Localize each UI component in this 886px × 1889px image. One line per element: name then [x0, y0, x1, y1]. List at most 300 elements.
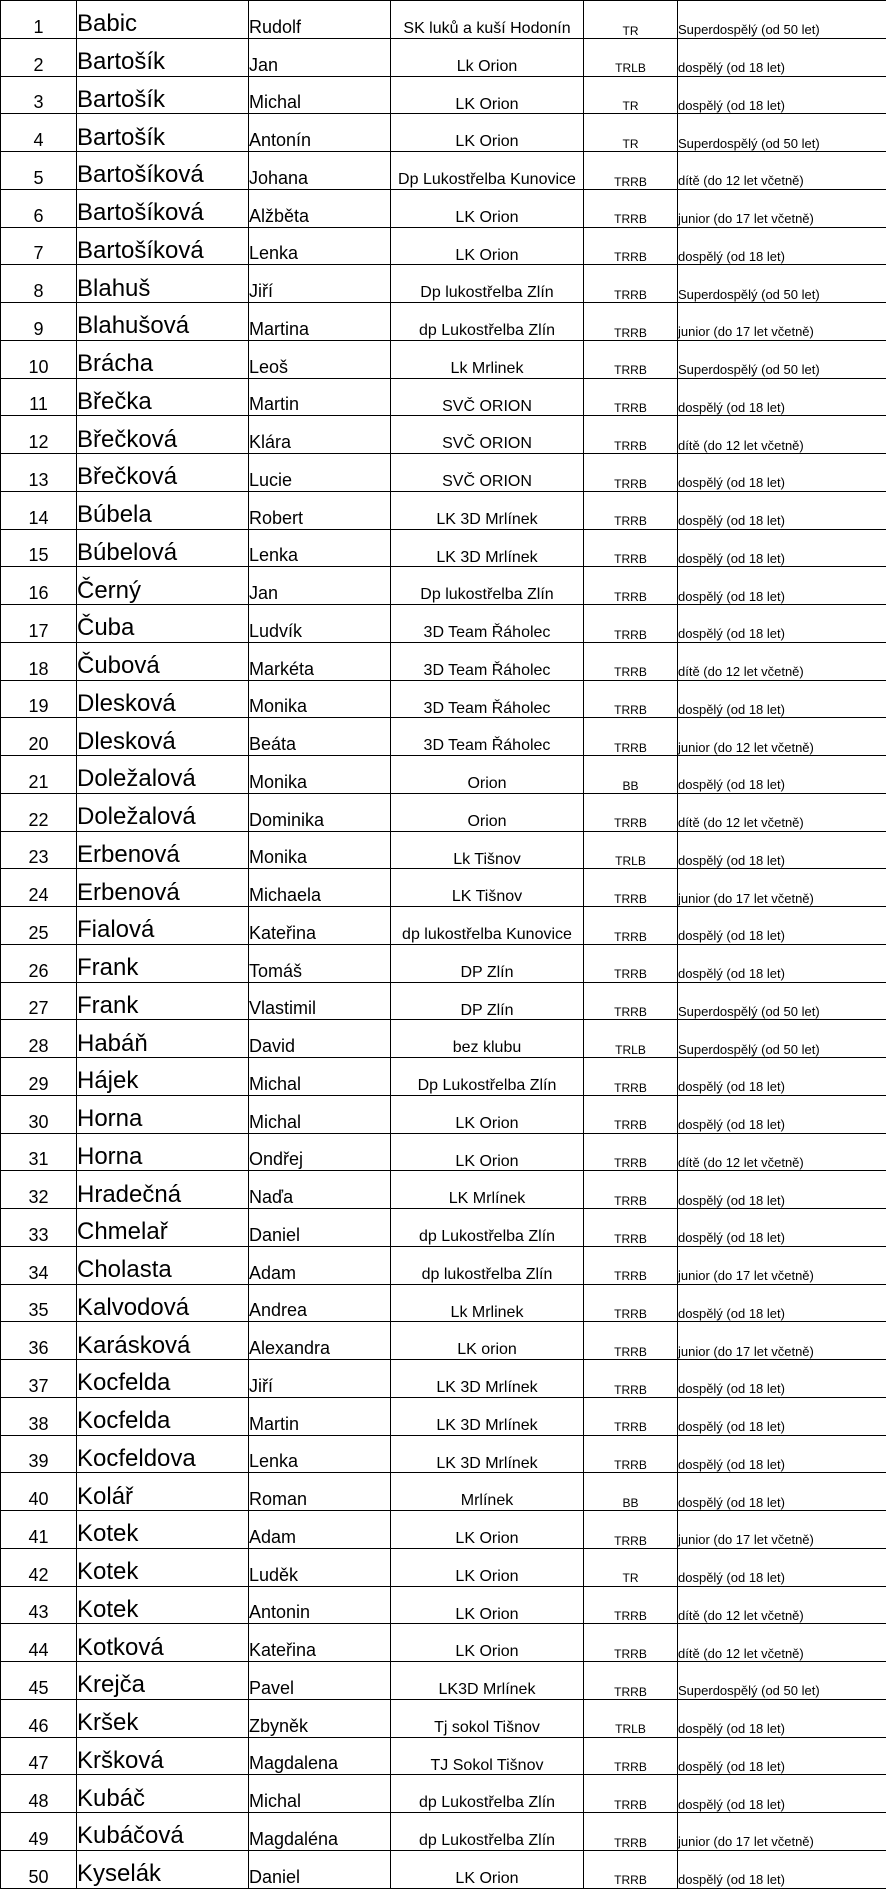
- first-name-cell: David: [249, 1020, 391, 1058]
- club-cell: Tj sokol Tišnov: [391, 1699, 584, 1737]
- row-number: 34: [1, 1246, 77, 1284]
- club-cell: DP Zlín: [391, 944, 584, 982]
- first-name-cell: Martina: [249, 303, 391, 341]
- row-number: 42: [1, 1548, 77, 1586]
- first-name-cell: Magdalena: [249, 1737, 391, 1775]
- bow-class-cell: TRRB: [584, 529, 678, 567]
- club-cell: dp Lukostřelba Zlín: [391, 1775, 584, 1813]
- table-row: [1, 340, 886, 378]
- club-cell: Lk Mrlinek: [391, 1284, 584, 1322]
- surname-cell: Babic: [77, 1, 249, 39]
- first-name-cell: Michaela: [249, 869, 391, 907]
- age-category-cell: dítě (do 12 let včetně): [678, 1586, 886, 1624]
- surname-cell: Kocfelda: [77, 1360, 249, 1398]
- surname-cell: Břečková: [77, 454, 249, 492]
- table-row: [1, 416, 886, 454]
- row-number: 9: [1, 303, 77, 341]
- row-number: 21: [1, 756, 77, 794]
- row-number: 31: [1, 1133, 77, 1171]
- bow-class-cell: TRRB: [584, 416, 678, 454]
- table-row: [1, 1737, 886, 1775]
- club-cell: LK3D Mrlínek: [391, 1662, 584, 1700]
- age-category-cell: dospělý (od 18 let): [678, 680, 886, 718]
- bow-class-cell: TRRB: [584, 982, 678, 1020]
- bow-class-cell: TRRB: [584, 793, 678, 831]
- row-number: 7: [1, 227, 77, 265]
- age-category-cell: dítě (do 12 let včetně): [678, 1133, 886, 1171]
- row-number: 49: [1, 1813, 77, 1851]
- age-category-cell: dítě (do 12 let včetně): [678, 152, 886, 190]
- bow-class-cell: TRRB: [584, 1397, 678, 1435]
- age-category-cell: dospělý (od 18 let): [678, 1775, 886, 1813]
- surname-cell: Erbenová: [77, 869, 249, 907]
- row-number: 8: [1, 265, 77, 303]
- bow-class-cell: TRRB: [584, 1850, 678, 1888]
- first-name-cell: Lucie: [249, 454, 391, 492]
- table-row: [1, 1, 886, 39]
- age-category-cell: dospělý (od 18 let): [678, 529, 886, 567]
- age-category-cell: junior (do 17 let včetně): [678, 1246, 886, 1284]
- club-cell: LK Mrlínek: [391, 1171, 584, 1209]
- club-cell: LK Orion: [391, 1586, 584, 1624]
- club-cell: LK Orion: [391, 1624, 584, 1662]
- surname-cell: Kocfelda: [77, 1397, 249, 1435]
- surname-cell: Habáň: [77, 1020, 249, 1058]
- first-name-cell: Zbyněk: [249, 1699, 391, 1737]
- surname-cell: Kršek: [77, 1699, 249, 1737]
- surname-cell: Cholasta: [77, 1246, 249, 1284]
- age-category-cell: junior (do 17 let včetně): [678, 189, 886, 227]
- first-name-cell: Lenka: [249, 1435, 391, 1473]
- bow-class-cell: TRRB: [584, 1662, 678, 1700]
- row-number: 25: [1, 907, 77, 945]
- table-row: [1, 189, 886, 227]
- bow-class-cell: TRRB: [584, 227, 678, 265]
- age-category-cell: dospělý (od 18 let): [678, 227, 886, 265]
- club-cell: 3D Team Řáholec: [391, 718, 584, 756]
- bow-class-cell: TRRB: [584, 680, 678, 718]
- row-number: 15: [1, 529, 77, 567]
- table-row: [1, 1133, 886, 1171]
- row-number: 45: [1, 1662, 77, 1700]
- table-row: [1, 1209, 886, 1247]
- surname-cell: Dlesková: [77, 680, 249, 718]
- club-cell: Dp Lukostřelba Zlín: [391, 1058, 584, 1096]
- first-name-cell: Adam: [249, 1511, 391, 1549]
- surname-cell: Horna: [77, 1133, 249, 1171]
- bow-class-cell: TRRB: [584, 869, 678, 907]
- bow-class-cell: TRRB: [584, 1775, 678, 1813]
- club-cell: 3D Team Řáholec: [391, 680, 584, 718]
- first-name-cell: Alexandra: [249, 1322, 391, 1360]
- surname-cell: Břečková: [77, 416, 249, 454]
- first-name-cell: Jiří: [249, 1360, 391, 1398]
- row-number: 33: [1, 1209, 77, 1247]
- row-number: 41: [1, 1511, 77, 1549]
- table-row: [1, 982, 886, 1020]
- bow-class-cell: TRRB: [584, 189, 678, 227]
- club-cell: dp lukostřelba Kunovice: [391, 907, 584, 945]
- first-name-cell: Robert: [249, 491, 391, 529]
- row-number: 43: [1, 1586, 77, 1624]
- surname-cell: Frank: [77, 944, 249, 982]
- first-name-cell: Lenka: [249, 529, 391, 567]
- club-cell: Dp lukostřelba Zlín: [391, 265, 584, 303]
- surname-cell: Chmelař: [77, 1209, 249, 1247]
- row-number: 14: [1, 491, 77, 529]
- first-name-cell: Pavel: [249, 1662, 391, 1700]
- bow-class-cell: TRRB: [584, 944, 678, 982]
- bow-class-cell: TRRB: [584, 1095, 678, 1133]
- age-category-cell: dítě (do 12 let včetně): [678, 1624, 886, 1662]
- club-cell: LK Orion: [391, 1511, 584, 1549]
- bow-class-cell: TRLB: [584, 1020, 678, 1058]
- table-row: [1, 1171, 886, 1209]
- table-row: [1, 680, 886, 718]
- bow-class-cell: TRRB: [584, 1058, 678, 1096]
- age-category-cell: dospělý (od 18 let): [678, 1360, 886, 1398]
- surname-cell: Kocfeldova: [77, 1435, 249, 1473]
- first-name-cell: Antonin: [249, 1586, 391, 1624]
- club-cell: LK Orion: [391, 1095, 584, 1133]
- bow-class-cell: TRRB: [584, 1246, 678, 1284]
- row-number: 4: [1, 114, 77, 152]
- first-name-cell: Monika: [249, 831, 391, 869]
- age-category-cell: Superdospělý (od 50 let): [678, 1020, 886, 1058]
- club-cell: LK 3D Mrlínek: [391, 1397, 584, 1435]
- surname-cell: Kolář: [77, 1473, 249, 1511]
- age-category-cell: dospělý (od 18 let): [678, 756, 886, 794]
- age-category-cell: Superdospělý (od 50 let): [678, 265, 886, 303]
- table-row: [1, 1548, 886, 1586]
- surname-cell: Bartošík: [77, 114, 249, 152]
- table-row: [1, 265, 886, 303]
- table-row: [1, 756, 886, 794]
- surname-cell: Kyselák: [77, 1850, 249, 1888]
- row-number: 18: [1, 642, 77, 680]
- first-name-cell: Martin: [249, 1397, 391, 1435]
- table-row: [1, 76, 886, 114]
- surname-cell: Frank: [77, 982, 249, 1020]
- first-name-cell: Antonín: [249, 114, 391, 152]
- row-number: 17: [1, 605, 77, 643]
- table-row: [1, 944, 886, 982]
- bow-class-cell: TRRB: [584, 1171, 678, 1209]
- table-row: [1, 1662, 886, 1700]
- club-cell: LK Orion: [391, 114, 584, 152]
- row-number: 48: [1, 1775, 77, 1813]
- bow-class-cell: TRRB: [584, 152, 678, 190]
- table-row: [1, 38, 886, 76]
- surname-cell: Erbenová: [77, 831, 249, 869]
- first-name-cell: Klára: [249, 416, 391, 454]
- surname-cell: Blahušová: [77, 303, 249, 341]
- age-category-cell: Superdospělý (od 50 let): [678, 1662, 886, 1700]
- age-category-cell: dospělý (od 18 let): [678, 944, 886, 982]
- first-name-cell: Ondřej: [249, 1133, 391, 1171]
- bow-class-cell: TRRB: [584, 1737, 678, 1775]
- surname-cell: Dlesková: [77, 718, 249, 756]
- surname-cell: Černý: [77, 567, 249, 605]
- club-cell: LK orion: [391, 1322, 584, 1360]
- first-name-cell: Michal: [249, 1775, 391, 1813]
- age-category-cell: dospělý (od 18 let): [678, 1473, 886, 1511]
- surname-cell: Hájek: [77, 1058, 249, 1096]
- bow-class-cell: TRLB: [584, 831, 678, 869]
- surname-cell: Kotek: [77, 1586, 249, 1624]
- row-number: 40: [1, 1473, 77, 1511]
- row-number: 47: [1, 1737, 77, 1775]
- surname-cell: Kalvodová: [77, 1284, 249, 1322]
- club-cell: LK 3D Mrlínek: [391, 1360, 584, 1398]
- club-cell: 3D Team Řáholec: [391, 642, 584, 680]
- age-category-cell: dítě (do 12 let včetně): [678, 793, 886, 831]
- table-row: [1, 1246, 886, 1284]
- surname-cell: Hradečná: [77, 1171, 249, 1209]
- age-category-cell: Superdospělý (od 50 let): [678, 340, 886, 378]
- row-number: 11: [1, 378, 77, 416]
- row-number: 27: [1, 982, 77, 1020]
- surname-cell: Čubová: [77, 642, 249, 680]
- club-cell: LK 3D Mrlínek: [391, 1435, 584, 1473]
- surname-cell: Búbelová: [77, 529, 249, 567]
- row-number: 38: [1, 1397, 77, 1435]
- age-category-cell: dospělý (od 18 let): [678, 1397, 886, 1435]
- row-number: 23: [1, 831, 77, 869]
- age-category-cell: dítě (do 12 let včetně): [678, 642, 886, 680]
- first-name-cell: Luděk: [249, 1548, 391, 1586]
- first-name-cell: Ludvík: [249, 605, 391, 643]
- first-name-cell: Michal: [249, 76, 391, 114]
- table-row: [1, 529, 886, 567]
- first-name-cell: Adam: [249, 1246, 391, 1284]
- bow-class-cell: TRRB: [584, 567, 678, 605]
- row-number: 30: [1, 1095, 77, 1133]
- bow-class-cell: TR: [584, 76, 678, 114]
- club-cell: Orion: [391, 756, 584, 794]
- surname-cell: Kubáčová: [77, 1813, 249, 1851]
- bow-class-cell: TRRB: [584, 1322, 678, 1360]
- club-cell: SVČ ORION: [391, 454, 584, 492]
- age-category-cell: dospělý (od 18 let): [678, 1737, 886, 1775]
- club-cell: LK Tišnov: [391, 869, 584, 907]
- bow-class-cell: TRRB: [584, 1624, 678, 1662]
- surname-cell: Bartošík: [77, 76, 249, 114]
- bow-class-cell: TRRB: [584, 491, 678, 529]
- club-cell: LK Orion: [391, 1850, 584, 1888]
- bow-class-cell: TR: [584, 114, 678, 152]
- bow-class-cell: TRRB: [584, 340, 678, 378]
- table-row: [1, 1775, 886, 1813]
- club-cell: LK 3D Mrlínek: [391, 529, 584, 567]
- table-row: [1, 831, 886, 869]
- club-cell: LK Orion: [391, 1548, 584, 1586]
- table-row: [1, 1322, 886, 1360]
- club-cell: LK Orion: [391, 227, 584, 265]
- surname-cell: Kotek: [77, 1548, 249, 1586]
- club-cell: SK luků a kuší Hodonín: [391, 1, 584, 39]
- row-number: 6: [1, 189, 77, 227]
- table-row: [1, 1511, 886, 1549]
- age-category-cell: dospělý (od 18 let): [678, 567, 886, 605]
- bow-class-cell: TRRB: [584, 718, 678, 756]
- row-number: 20: [1, 718, 77, 756]
- table-row: [1, 1058, 886, 1096]
- bow-class-cell: TRRB: [584, 378, 678, 416]
- table-row: [1, 1473, 886, 1511]
- surname-cell: Břečka: [77, 378, 249, 416]
- age-category-cell: dospělý (od 18 let): [678, 907, 886, 945]
- bow-class-cell: TRRB: [584, 642, 678, 680]
- first-name-cell: Kateřina: [249, 907, 391, 945]
- first-name-cell: Kateřina: [249, 1624, 391, 1662]
- row-number: 22: [1, 793, 77, 831]
- row-number: 46: [1, 1699, 77, 1737]
- club-cell: SVČ ORION: [391, 378, 584, 416]
- bow-class-cell: TRRB: [584, 303, 678, 341]
- bow-class-cell: TRRB: [584, 454, 678, 492]
- table-row: [1, 907, 886, 945]
- table-row: [1, 1284, 886, 1322]
- surname-cell: Horna: [77, 1095, 249, 1133]
- surname-cell: Fialová: [77, 907, 249, 945]
- age-category-cell: dospělý (od 18 let): [678, 831, 886, 869]
- first-name-cell: Daniel: [249, 1209, 391, 1247]
- age-category-cell: junior (do 12 let včetně): [678, 718, 886, 756]
- age-category-cell: dospělý (od 18 let): [678, 378, 886, 416]
- club-cell: Dp Lukostřelba Kunovice: [391, 152, 584, 190]
- first-name-cell: Leoš: [249, 340, 391, 378]
- club-cell: LK Orion: [391, 76, 584, 114]
- first-name-cell: Michal: [249, 1095, 391, 1133]
- club-cell: Orion: [391, 793, 584, 831]
- surname-cell: Bartošíková: [77, 227, 249, 265]
- bow-class-cell: TRRB: [584, 1813, 678, 1851]
- surname-cell: Búbela: [77, 491, 249, 529]
- first-name-cell: Magdaléna: [249, 1813, 391, 1851]
- table-row: [1, 642, 886, 680]
- club-cell: 3D Team Řáholec: [391, 605, 584, 643]
- table-row: [1, 1813, 886, 1851]
- table-row: [1, 1095, 886, 1133]
- bow-class-cell: TRRB: [584, 1284, 678, 1322]
- age-category-cell: dospělý (od 18 let): [678, 76, 886, 114]
- first-name-cell: Andrea: [249, 1284, 391, 1322]
- age-category-cell: dospělý (od 18 let): [678, 38, 886, 76]
- participant-rows: [1, 1, 886, 1889]
- bow-class-cell: TRRB: [584, 907, 678, 945]
- club-cell: DP Zlín: [391, 982, 584, 1020]
- surname-cell: Doležalová: [77, 793, 249, 831]
- first-name-cell: Lenka: [249, 227, 391, 265]
- club-cell: dp lukostřelba Zlín: [391, 1246, 584, 1284]
- table-row: [1, 605, 886, 643]
- age-category-cell: dospělý (od 18 let): [678, 1435, 886, 1473]
- row-number: 3: [1, 76, 77, 114]
- row-number: 5: [1, 152, 77, 190]
- bow-class-cell: TRRB: [584, 265, 678, 303]
- surname-cell: Bartošík: [77, 38, 249, 76]
- row-number: 2: [1, 38, 77, 76]
- row-number: 12: [1, 416, 77, 454]
- table-row: [1, 1624, 886, 1662]
- table-row: [1, 567, 886, 605]
- age-category-cell: dospělý (od 18 let): [678, 454, 886, 492]
- bow-class-cell: TRRB: [584, 1586, 678, 1624]
- row-number: 44: [1, 1624, 77, 1662]
- club-cell: LK Orion: [391, 1133, 584, 1171]
- table-row: [1, 378, 886, 416]
- table-row: [1, 1397, 886, 1435]
- row-number: 19: [1, 680, 77, 718]
- club-cell: Lk Mrlinek: [391, 340, 584, 378]
- age-category-cell: dospělý (od 18 let): [678, 1850, 886, 1888]
- first-name-cell: Roman: [249, 1473, 391, 1511]
- surname-cell: Bartošíková: [77, 152, 249, 190]
- bow-class-cell: TRRB: [584, 1360, 678, 1398]
- first-name-cell: Jiří: [249, 265, 391, 303]
- age-category-cell: junior (do 17 let včetně): [678, 1322, 886, 1360]
- bow-class-cell: TRRB: [584, 1435, 678, 1473]
- table-row: [1, 454, 886, 492]
- club-cell: Lk Tišnov: [391, 831, 584, 869]
- age-category-cell: junior (do 17 let včetně): [678, 1511, 886, 1549]
- row-number: 26: [1, 944, 77, 982]
- club-cell: dp Lukostřelba Zlín: [391, 303, 584, 341]
- bow-class-cell: TRRB: [584, 605, 678, 643]
- table-row: [1, 1586, 886, 1624]
- row-number: 16: [1, 567, 77, 605]
- bow-class-cell: TR: [584, 1548, 678, 1586]
- club-cell: LK Orion: [391, 189, 584, 227]
- age-category-cell: junior (do 17 let včetně): [678, 1813, 886, 1851]
- row-number: 10: [1, 340, 77, 378]
- row-number: 39: [1, 1435, 77, 1473]
- row-number: 24: [1, 869, 77, 907]
- row-number: 29: [1, 1058, 77, 1096]
- club-cell: dp Lukostřelba Zlín: [391, 1813, 584, 1851]
- row-number: 13: [1, 454, 77, 492]
- age-category-cell: dospělý (od 18 let): [678, 1209, 886, 1247]
- first-name-cell: Tomáš: [249, 944, 391, 982]
- table-row: [1, 718, 886, 756]
- first-name-cell: Naďa: [249, 1171, 391, 1209]
- age-category-cell: dítě (do 12 let včetně): [678, 416, 886, 454]
- age-category-cell: Superdospělý (od 50 let): [678, 114, 886, 152]
- first-name-cell: Johana: [249, 152, 391, 190]
- club-cell: Dp lukostřelba Zlín: [391, 567, 584, 605]
- surname-cell: Karásková: [77, 1322, 249, 1360]
- bow-class-cell: TRLB: [584, 1699, 678, 1737]
- age-category-cell: dospělý (od 18 let): [678, 1699, 886, 1737]
- first-name-cell: Jan: [249, 38, 391, 76]
- first-name-cell: Beáta: [249, 718, 391, 756]
- table-row: [1, 1699, 886, 1737]
- age-category-cell: dospělý (od 18 let): [678, 491, 886, 529]
- bow-class-cell: TRLB: [584, 38, 678, 76]
- first-name-cell: Rudolf: [249, 1, 391, 39]
- age-category-cell: dospělý (od 18 let): [678, 605, 886, 643]
- club-cell: bez klubu: [391, 1020, 584, 1058]
- table-row: [1, 491, 886, 529]
- first-name-cell: Martin: [249, 378, 391, 416]
- age-category-cell: junior (do 17 let včetně): [678, 869, 886, 907]
- row-number: 1: [1, 1, 77, 39]
- bow-class-cell: BB: [584, 756, 678, 794]
- row-number: 28: [1, 1020, 77, 1058]
- bow-class-cell: TRRB: [584, 1209, 678, 1247]
- surname-cell: Kršková: [77, 1737, 249, 1775]
